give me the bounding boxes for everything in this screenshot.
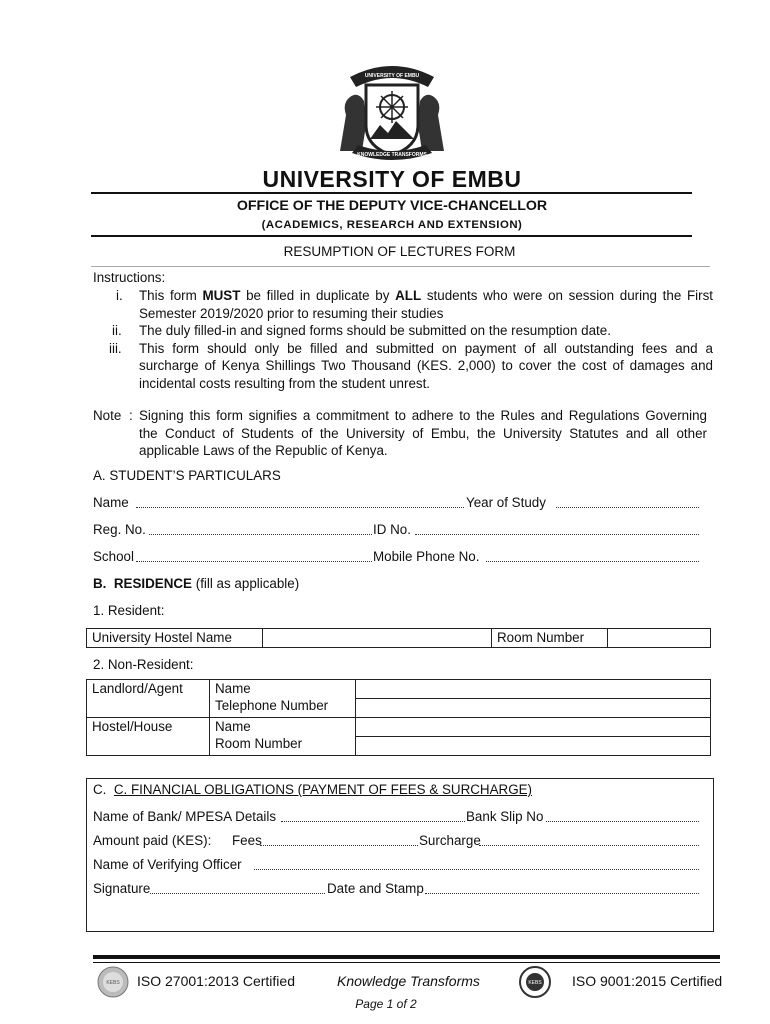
iso-badge-left-icon xyxy=(97,966,129,998)
instructions-list xyxy=(93,287,713,392)
date-stamp-label: Date and Stamp xyxy=(327,881,424,896)
section-b-heading: B. RESIDENCE (fill as applicable) xyxy=(93,576,300,591)
bank-slip-label: Bank Slip No xyxy=(466,809,544,824)
hostel-house-label: Hostel/House xyxy=(87,718,210,756)
note-line: applicable Laws of the Republic of Kenya. xyxy=(139,443,388,458)
bank-field[interactable] xyxy=(281,821,465,822)
university-seal-logo xyxy=(336,55,448,167)
resident-label: 1. Resident: xyxy=(93,603,165,618)
date-stamp-field[interactable] xyxy=(425,893,699,894)
hostel-room-number-field[interactable] xyxy=(356,737,710,755)
fees-field[interactable] xyxy=(260,845,418,846)
mobile-phone-field[interactable] xyxy=(486,561,699,562)
page-number: Page 1 of 2 xyxy=(355,997,417,1011)
instruction-line: surcharge of Kenya Shillings Two Thousand (KES. 2,000) to cover the cost of damages and xyxy=(139,358,713,373)
section-c-box xyxy=(86,778,714,932)
year-of-study-field[interactable] xyxy=(556,507,699,508)
landlord-name-label: Name xyxy=(215,681,251,696)
instruction-number: i. xyxy=(116,288,123,303)
note-line: the Conduct of Students of the University of Embu, the University Statutes and all other xyxy=(139,425,707,441)
form-title-rule xyxy=(91,266,710,267)
university-title: UNIVERSITY OF EMBU xyxy=(262,166,522,192)
year-of-study-label: Year of Study xyxy=(466,495,546,510)
telephone-number-field[interactable] xyxy=(356,699,710,717)
svg-text:UNIVERSITY OF EMBU: UNIVERSITY OF EMBU xyxy=(364,73,420,79)
id-no-field[interactable] xyxy=(415,534,699,535)
surcharge-field[interactable] xyxy=(479,845,699,846)
non-resident-label: 2. Non-Resident: xyxy=(93,657,194,672)
reg-no-field[interactable] xyxy=(149,534,372,535)
section-a-heading: A. STUDENT’S PARTICULARS xyxy=(93,468,281,483)
signature-label: Signature xyxy=(93,881,151,896)
bank-slip-field[interactable] xyxy=(546,821,699,822)
name-label: Name xyxy=(93,495,129,510)
form-title: RESUMPTION OF LECTURES FORM xyxy=(283,244,516,259)
name-field[interactable] xyxy=(136,507,464,508)
amount-paid-label: Amount paid (KES): xyxy=(93,833,212,848)
room-number-field[interactable] xyxy=(608,629,711,648)
surcharge-label: Surcharge xyxy=(419,833,481,848)
landlord-name-field[interactable] xyxy=(356,680,710,699)
svg-text:KEBS: KEBS xyxy=(528,980,542,986)
hostel-name-field[interactable] xyxy=(263,629,492,648)
note-label: Note xyxy=(93,408,122,423)
instruction-number: iii. xyxy=(109,340,122,356)
instruction-line: This form MUST be filled in duplicate by ALL students who were on session during the First xyxy=(139,288,713,303)
division-title: (ACADEMICS, RESEARCH AND EXTENSION) xyxy=(261,219,523,231)
instructions-heading: Instructions: xyxy=(93,270,166,285)
school-label: School xyxy=(93,549,134,564)
svg-text:KEBS: KEBS xyxy=(106,980,120,986)
mobile-phone-label: Mobile Phone No. xyxy=(373,549,480,564)
verifying-officer-label: Name of Verifying Officer xyxy=(93,857,242,872)
section-c-heading: C. C. FINANCIAL OBLIGATIONS (PAYMENT OF FEES & SURCHARGE) xyxy=(93,782,533,797)
instruction-item xyxy=(93,287,713,322)
iso-9001-text: ISO 9001:2015 Certified xyxy=(572,973,723,989)
footer-rule-thick xyxy=(93,955,720,959)
non-resident-table xyxy=(86,679,711,756)
instruction-number: ii. xyxy=(112,323,122,338)
note-block: Note : Signing this form signifies a commitment to adhere to the Rules and Regulations Governing the Conduct of Students of the University of Embu, the University Statutes and all other applicable Laws of the Republic of Kenya. xyxy=(93,408,707,458)
hostel-house-name-field[interactable] xyxy=(356,718,710,737)
hostel-name-label: University Hostel Name xyxy=(87,629,263,648)
instruction-line: The duly filled-in and signed forms should be submitted on the resumption date. xyxy=(139,323,611,338)
instruction-line: This form should only be filled and submitted on payment of all outstanding fees and a xyxy=(139,340,713,356)
division-rule xyxy=(91,235,692,237)
motto-text: Knowledge Transforms xyxy=(337,973,480,989)
room-number-label: Room Number xyxy=(492,629,608,648)
id-no-label: ID No. xyxy=(373,522,411,537)
instruction-item xyxy=(93,322,713,340)
title-rule xyxy=(91,192,692,194)
landlord-agent-label: Landlord/Agent xyxy=(87,680,210,718)
bank-label: Name of Bank/ MPESA Details xyxy=(93,809,277,824)
svg-text:KNOWLEDGE TRANSFORMS: KNOWLEDGE TRANSFORMS xyxy=(357,152,427,158)
fees-label: Fees xyxy=(232,833,262,848)
signature-field[interactable] xyxy=(150,893,325,894)
iso-27001-text: ISO 27001:2013 Certified xyxy=(137,973,295,989)
school-field[interactable] xyxy=(136,561,372,562)
iso-badge-right-icon xyxy=(519,966,551,998)
instruction-line: Semester 2019/2020 prior to resuming their studies xyxy=(139,305,444,321)
reg-no-label: Reg. No. xyxy=(93,522,146,537)
office-title: OFFICE OF THE DEPUTY VICE-CHANCELLOR xyxy=(236,198,548,214)
instruction-line: incidental costs resulting from the student unrest. xyxy=(139,375,431,391)
verifying-officer-field[interactable] xyxy=(254,869,699,870)
instruction-item xyxy=(93,340,713,393)
telephone-number-label: Telephone Number xyxy=(215,698,329,713)
footer-rule-thin xyxy=(93,962,720,963)
resident-table xyxy=(86,628,711,648)
hostel-room-number-label: Room Number xyxy=(215,736,303,751)
note-line: Signing this form signifies a commitment to adhere to the Rules and Regulations Governing xyxy=(139,408,707,423)
hostel-house-name-label: Name xyxy=(215,719,251,734)
